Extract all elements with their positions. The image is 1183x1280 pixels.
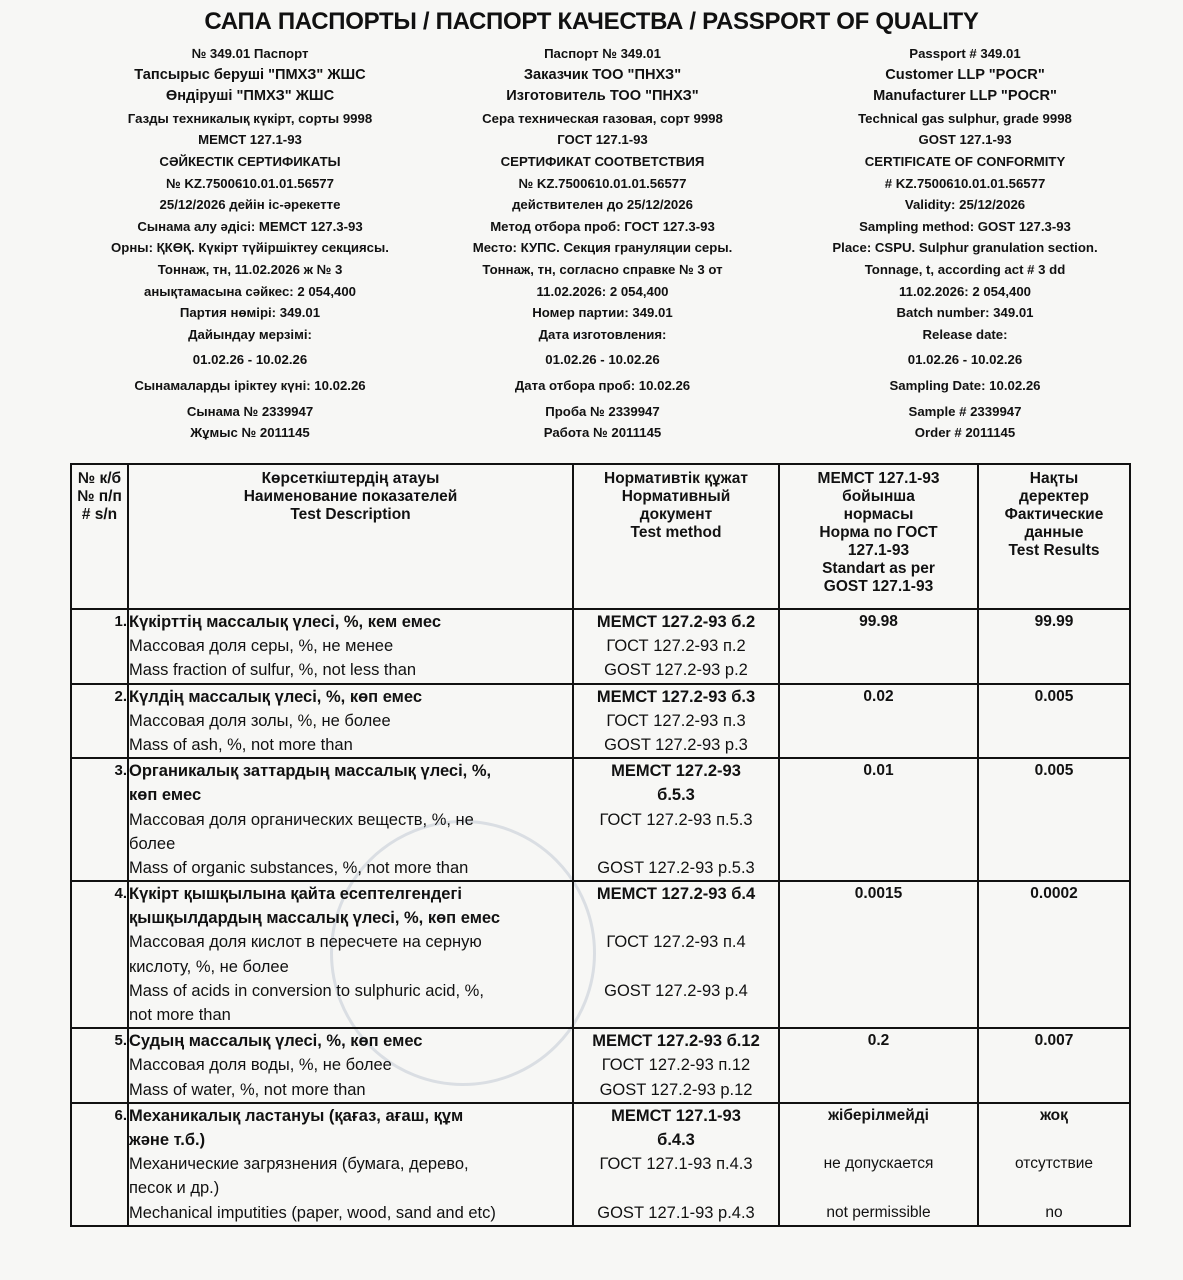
header-line: Метод отбора проб: ГОСТ 127.3-93 <box>490 218 715 234</box>
test-method <box>573 881 779 1028</box>
norm-value <box>779 684 978 759</box>
test-description-line: Mass of organic substances, %, not more than <box>129 858 469 877</box>
test-description-line: Mechanical imputities (paper, wood, sand and etc) <box>129 1203 496 1222</box>
header-line: Release date: <box>922 326 1008 342</box>
test-method-line: б.5.3 <box>657 786 695 805</box>
header-line: Tonnage, t, according act # 3 dd <box>864 261 1066 277</box>
test-description-line: более <box>129 834 176 853</box>
test-method <box>573 758 779 881</box>
result-value <box>978 1103 1130 1226</box>
header-method <box>573 464 779 609</box>
test-method-line <box>574 906 778 930</box>
test-method-line: ГОСТ 127.1-93 п.4.3 <box>599 1155 753 1174</box>
header-line: Сера техническая газовая, сорт 9998 <box>482 110 723 126</box>
test-description-line: Массовая доля серы, %, не менее <box>129 637 394 656</box>
test-description-line: Күлдің массалық үлесі, %, көп емес <box>129 687 423 706</box>
norm-value-line: 0.01 <box>863 762 894 780</box>
header-line: Орны: ҚКӨҚ. Күкірт түйіршіктеу секциясы. <box>111 240 389 256</box>
norm-value-line: 0.02 <box>863 687 894 705</box>
header-line: Работа № 2011145 <box>543 425 662 441</box>
header-column-kazakh <box>60 43 440 444</box>
header-line: Тоннаж, тн, согласно справке № 3 от <box>482 261 723 277</box>
test-description <box>128 1103 573 1226</box>
test-description-line: кислоту, %, не более <box>129 957 289 976</box>
norm-value <box>779 758 978 881</box>
test-method-line: GOST 127.2-93 р.12 <box>599 1080 753 1099</box>
result-value-line: отсутствие <box>1015 1155 1093 1173</box>
header-line: анықтамасына сәйкес: 2 054,400 <box>143 283 357 299</box>
row-number: 4. <box>71 881 128 1028</box>
test-description <box>128 609 573 684</box>
result-value <box>978 758 1130 881</box>
test-method-line: МЕМСТ 127.2-93 б.4 <box>596 885 756 904</box>
header-line: Сынама алу әдісі: МЕМСТ 127.3-93 <box>137 218 363 234</box>
row-number: 3. <box>71 758 128 881</box>
test-method-line: GOST 127.2-93 p.4 <box>604 981 748 1000</box>
header-text-line: документ <box>639 506 713 523</box>
norm-value-line: 0.0015 <box>854 885 903 903</box>
test-description-line: Механикалық ластануы (қағаз, ағаш, құм <box>129 1106 464 1125</box>
norm-value <box>779 881 978 1028</box>
test-method-line: GOST 127.2-93 p.5.3 <box>597 858 755 877</box>
test-description-line: Массовая доля воды, %, не более <box>129 1056 392 1075</box>
header-text-line: Нормативный <box>621 488 731 505</box>
header-text-line: Test Description <box>290 506 411 523</box>
header-text-line: Test method <box>630 524 722 541</box>
header-line: GOST 127.1-93 <box>918 132 1012 148</box>
test-description-line: және т.б.) <box>129 1130 206 1149</box>
header-line: Sample # 2339947 <box>908 403 1022 419</box>
test-description-line: песок и др.) <box>129 1179 220 1198</box>
test-method <box>573 609 779 684</box>
norm-value-line: not permissible <box>826 1203 931 1221</box>
test-description-line: Массовая доля золы, %, не более <box>129 711 391 730</box>
header-text-line: # s/n <box>81 506 118 523</box>
test-description <box>128 758 573 881</box>
header-line: Дайындау мерзімі: <box>188 326 312 342</box>
test-description-line: Mass fraction of sulfur, %, not less than <box>129 661 417 680</box>
header-line: Проба № 2339947 <box>545 403 660 419</box>
header-line: Сынама № 2339947 <box>186 403 314 419</box>
test-description-line: Mass of water, %, not more than <box>129 1080 366 1099</box>
header-line: Дата изготовления: <box>538 326 667 342</box>
test-method-line: ГОСТ 127.2-93 п.4 <box>606 933 746 952</box>
header-line: 01.02.26 - 10.02.26 <box>907 352 1023 368</box>
header-line: 01.02.26 - 10.02.26 <box>192 352 308 368</box>
table-header-row <box>71 464 1130 609</box>
table-row <box>71 1103 1130 1226</box>
header-text-line: № к/б <box>77 470 122 487</box>
test-method-line: МЕМСТ 127.2-93 б.12 <box>592 1032 760 1051</box>
result-value-line <box>979 1176 1129 1200</box>
header-line: Заказчик ТОО "ПНХЗ" <box>523 66 682 83</box>
row-number: 2. <box>71 684 128 759</box>
header-text-line: деректер <box>1019 488 1089 505</box>
header-result <box>978 464 1130 609</box>
header-line: Изготовитель ТОО "ПНХЗ" <box>506 88 699 105</box>
header-text-line: нормасы <box>843 506 914 523</box>
header-text-line: Нормативтік құжат <box>604 470 748 487</box>
header-line: действителен до 25/12/2026 <box>512 197 693 213</box>
header-text-line: 127.1-93 <box>847 542 910 559</box>
result-value-line: 0.0002 <box>1030 885 1078 903</box>
norm-value-line: 99.98 <box>859 613 898 630</box>
table-row <box>71 609 1130 684</box>
test-method-line <box>574 832 778 856</box>
test-description-line: Массовая доля кислот в пересчете на серную <box>129 933 482 952</box>
header-line: СЕРТИФИКАТ СООТВЕТСТВИЯ <box>500 153 705 169</box>
result-value-line: 0.007 <box>1034 1032 1074 1050</box>
header-line: № 349.01 Паспорт <box>191 46 309 61</box>
test-method <box>573 684 779 759</box>
test-method-line <box>574 1176 778 1200</box>
test-description <box>128 881 573 1028</box>
result-value <box>978 1028 1130 1103</box>
test-description-line: Күкірттің массалық үлесі, %, кем емес <box>129 613 442 631</box>
test-method-line: ГОСТ 127.2-93 п.5.3 <box>599 810 753 829</box>
header-line: Place: CSPU. Sulphur granulation section. <box>832 240 1098 256</box>
test-method-line: МЕМСТ 127.2-93 б.3 <box>596 687 756 706</box>
test-method-line: ГОСТ 127.2-93 п.2 <box>606 637 746 656</box>
header-text-line: Standart as per <box>822 560 935 577</box>
result-value <box>978 609 1130 684</box>
header-norm <box>779 464 978 609</box>
result-value-line <box>979 1128 1129 1152</box>
norm-value <box>779 1103 978 1226</box>
test-description-line: Күкірт қышқылына қайта есептелгендегі <box>129 885 462 904</box>
header-line: ГОСТ 127.1-93 <box>557 132 648 148</box>
test-description-line: Mass of acids in conversion to sulphuric acid, %, <box>129 981 484 1000</box>
page-title: САПА ПАСПОРТЫ / ПАСПОРТ КАЧЕСТВА / PASSPORT OF QUALITY <box>204 8 979 35</box>
header-column-english <box>775 43 1155 444</box>
test-method-line: ГОСТ 127.2-93 п.3 <box>606 711 746 730</box>
test-method-line: МЕМСТ 127.2-93 б.2 <box>596 613 756 631</box>
header-line: Газды техникалық күкірт, сорты 9998 <box>127 110 373 126</box>
header-line: Customer LLP "POCR" <box>885 66 1045 83</box>
test-method-line <box>574 1003 778 1027</box>
header-text-line: Наименование показателей <box>243 488 458 505</box>
result-value-line: 0.005 <box>1034 687 1074 705</box>
test-method <box>573 1028 779 1103</box>
header-line: № KZ.7500610.01.01.56577 <box>166 175 334 191</box>
test-description <box>128 1028 573 1103</box>
test-description-line: not more than <box>129 1006 231 1024</box>
norm-value-line: жіберілмейді <box>828 1106 929 1124</box>
result-value <box>978 684 1130 759</box>
header-line: Sampling Date: 10.02.26 <box>889 377 1041 393</box>
table-row <box>71 1028 1130 1103</box>
header-line: Жұмыс № 2011145 <box>190 425 310 441</box>
norm-value-line: не допускается <box>823 1155 934 1173</box>
header-line: # KZ.7500610.01.01.56577 <box>884 175 1046 191</box>
header-line: Technical gas sulphur, grade 9998 <box>858 110 1072 126</box>
result-value-line: жоқ <box>1040 1106 1068 1124</box>
header-line: СӘЙКЕСТІК СЕРТИФИКАТЫ <box>159 153 341 169</box>
test-description-line: Mass of ash, %, not more than <box>129 735 353 754</box>
norm-value-line <box>780 1176 977 1200</box>
header-text-line: GOST 127.1-93 <box>823 578 934 595</box>
header-line: Сынамаларды іріктеу күні: 10.02.26 <box>134 377 366 393</box>
test-description-line: көп емес <box>129 786 202 805</box>
row-number: 1. <box>71 609 128 684</box>
test-method-line: GOST 127.2-93 p.3 <box>604 735 748 754</box>
header-column-russian <box>420 43 785 444</box>
test-method-line: GOST 127.2-93 p.2 <box>604 661 748 680</box>
header-line: Batch number: 349.01 <box>896 305 1034 321</box>
result-value <box>978 881 1130 1028</box>
row-number: 6. <box>71 1103 128 1226</box>
test-description <box>128 684 573 759</box>
quality-table <box>70 463 1131 1227</box>
header-text-line: данные <box>1024 524 1084 541</box>
test-description-line: Массовая доля органических веществ, %, не <box>129 810 474 829</box>
header-line: Тапсырыс беруші "ПМХЗ" ЖШС <box>134 66 366 83</box>
header-text-line: МЕМСТ 127.1-93 <box>817 470 940 487</box>
header-line: 11.02.2026: 2 054,400 <box>536 283 669 299</box>
test-method-line <box>574 955 778 979</box>
header-line: Паспорт № 349.01 <box>544 46 661 61</box>
header-line: МЕМСТ 127.1-93 <box>198 132 302 148</box>
header-line: CERTIFICATE OF CONFORMITY <box>864 153 1066 169</box>
test-method-line: МЕМСТ 127.2-93 <box>611 762 741 781</box>
norm-value-line <box>780 1128 977 1152</box>
header-line: 01.02.26 - 10.02.26 <box>545 352 660 368</box>
header-text-line: Норма по ГОСТ <box>819 524 938 541</box>
header-description <box>128 464 573 609</box>
header-line: Место: КУПС. Секция грануляции серы. <box>472 240 733 256</box>
header-line: Номер партии: 349.01 <box>532 305 673 321</box>
test-method <box>573 1103 779 1226</box>
header-num <box>71 464 128 609</box>
test-description-line: Органикалық заттардың массалық үлесі, %, <box>129 762 492 781</box>
table-row <box>71 758 1130 881</box>
header-line: № KZ.7500610.01.01.56577 <box>518 175 687 191</box>
result-value-line: 0.005 <box>1034 762 1074 780</box>
header-text-line: Көрсеткіштердің атауы <box>261 470 440 487</box>
header-line: Passport # 349.01 <box>909 46 1021 61</box>
table-row <box>71 881 1130 1028</box>
header-text-line: Нақты <box>1029 470 1079 487</box>
test-description-line: Механические загрязнения (бумага, дерево, <box>129 1155 469 1174</box>
header-line: Партия нөмірі: 349.01 <box>179 305 321 321</box>
result-value-line: no <box>1045 1203 1063 1221</box>
header-text-line: Фактические <box>1004 506 1104 523</box>
header-line: Дата отбора проб: 10.02.26 <box>514 377 691 393</box>
header-text-line: бойынша <box>842 488 915 505</box>
header-line: Өндіруші "ПМХЗ" ЖШС <box>165 88 335 105</box>
row-number: 5. <box>71 1028 128 1103</box>
test-method-line: GOST 127.1-93 р.4.3 <box>597 1203 755 1222</box>
result-value-line: 99.99 <box>1034 613 1074 630</box>
header-line: 11.02.2026: 2 054,400 <box>899 283 1031 299</box>
norm-value <box>779 1028 978 1103</box>
header-line: 25/12/2026 дейін іс-әрекетте <box>159 197 341 213</box>
test-description-line: қышқылдардың массалық үлесі, %, көп емес <box>129 909 501 928</box>
test-description-line: Судың массалық үлесі, %, көп емес <box>129 1032 423 1051</box>
header-line: Validity: 25/12/2026 <box>904 197 1026 213</box>
table-row <box>71 684 1130 759</box>
header-line: Sampling method: GOST 127.3-93 <box>859 218 1071 234</box>
header-line: Тоннаж, тн, 11.02.2026 ж № 3 <box>157 261 343 277</box>
test-method-line: б.4.3 <box>657 1130 695 1149</box>
header-text-line: Test Results <box>1008 542 1100 559</box>
header-text-line: № п/п <box>77 488 122 505</box>
header-line: Order # 2011145 <box>914 425 1016 441</box>
norm-value <box>779 609 978 684</box>
header-line: Manufacturer LLP "POCR" <box>873 88 1057 105</box>
norm-value-line: 0.2 <box>867 1032 890 1050</box>
test-method-line: ГОСТ 127.2-93 п.12 <box>601 1056 751 1075</box>
test-method-line: МЕМСТ 127.1-93 <box>611 1106 741 1125</box>
